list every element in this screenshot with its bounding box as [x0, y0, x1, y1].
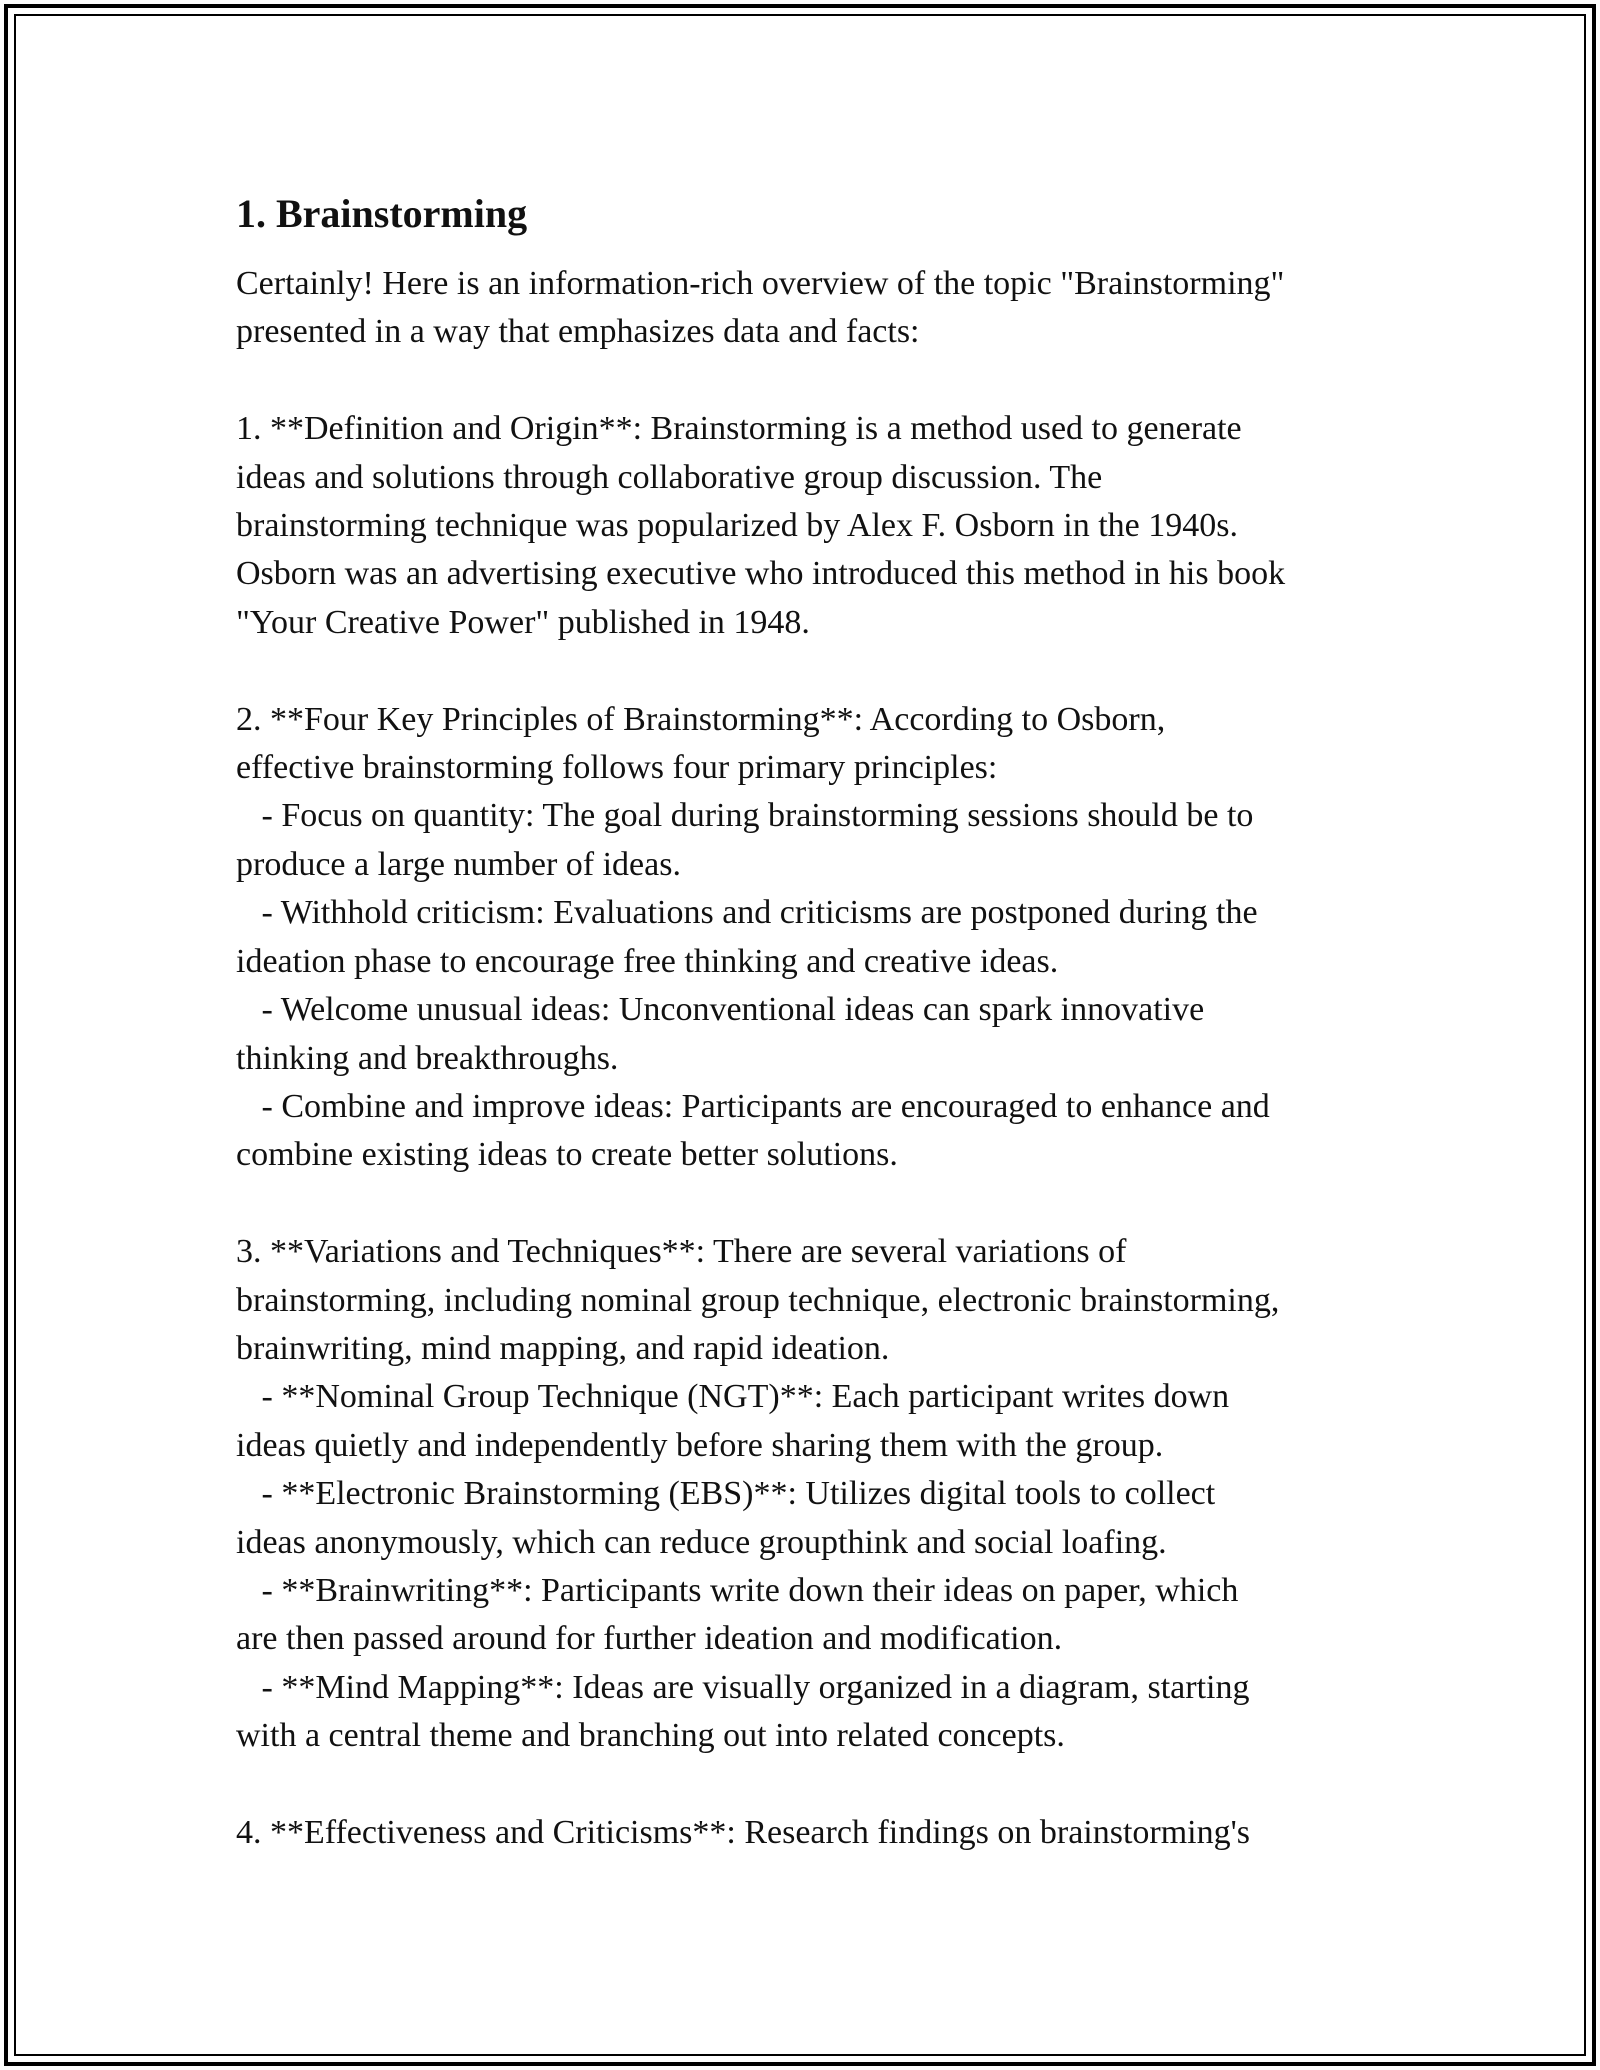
document-content — [236, 186, 1386, 1857]
document-title: 1. Brainstorming — [236, 191, 528, 236]
document-body: Certainly! Here is an information-rich overview of the topic "Brainstorming" presented in a way that emphasizes data and facts: 1. **Definition and Origin**: Brainstorming is a method used to generate ideas and solutions through collaborative group discussion. The brainstorming technique was popularized by Alex F. Osborn in the 1940s. Osborn was an advertising executive who introduced this method in his book "Your Creative Power" published in 1948. 2. **Four Key Principles of Brainstorming**: According to Osborn, effective brainstorming follows four primary principles: - Focus on quantity: The goal during brainstorming sessions should be to produce a large number of ideas. - Withhold criticism: Evaluations and criticisms are postponed during the ideation phase to encourage free thinking and creative ideas. - Welcome unusual ideas: Unconventional ideas can spark innovative thinking and breakthroughs. - Combine and improve ideas: Participants are encouraged to enhance and combine existing ideas to create better solutions. 3. **Variations and Techniques**: There are several variations of brainstorming, including nominal group technique, electronic brainstorming, brainwriting, mind mapping, and rapid ideation. - **Nominal Group Technique (NGT)**: Each participant writes down ideas quietly and independently before sharing them with the group. - **Electronic Brainstorming (EBS)**: Utilizes digital tools to collect ideas anonymously, which can reduce groupthink and social loafing. - **Brainwriting**: Participants write down their ideas on paper, which are then passed around for further ideation and modification. - **Mind Mapping**: Ideas are visually organized in a diagram, starting with a central theme and branching out into related concepts. 4. **Effectiveness and Criticisms**: Research findings on brainstorming's — [236, 265, 1286, 1851]
